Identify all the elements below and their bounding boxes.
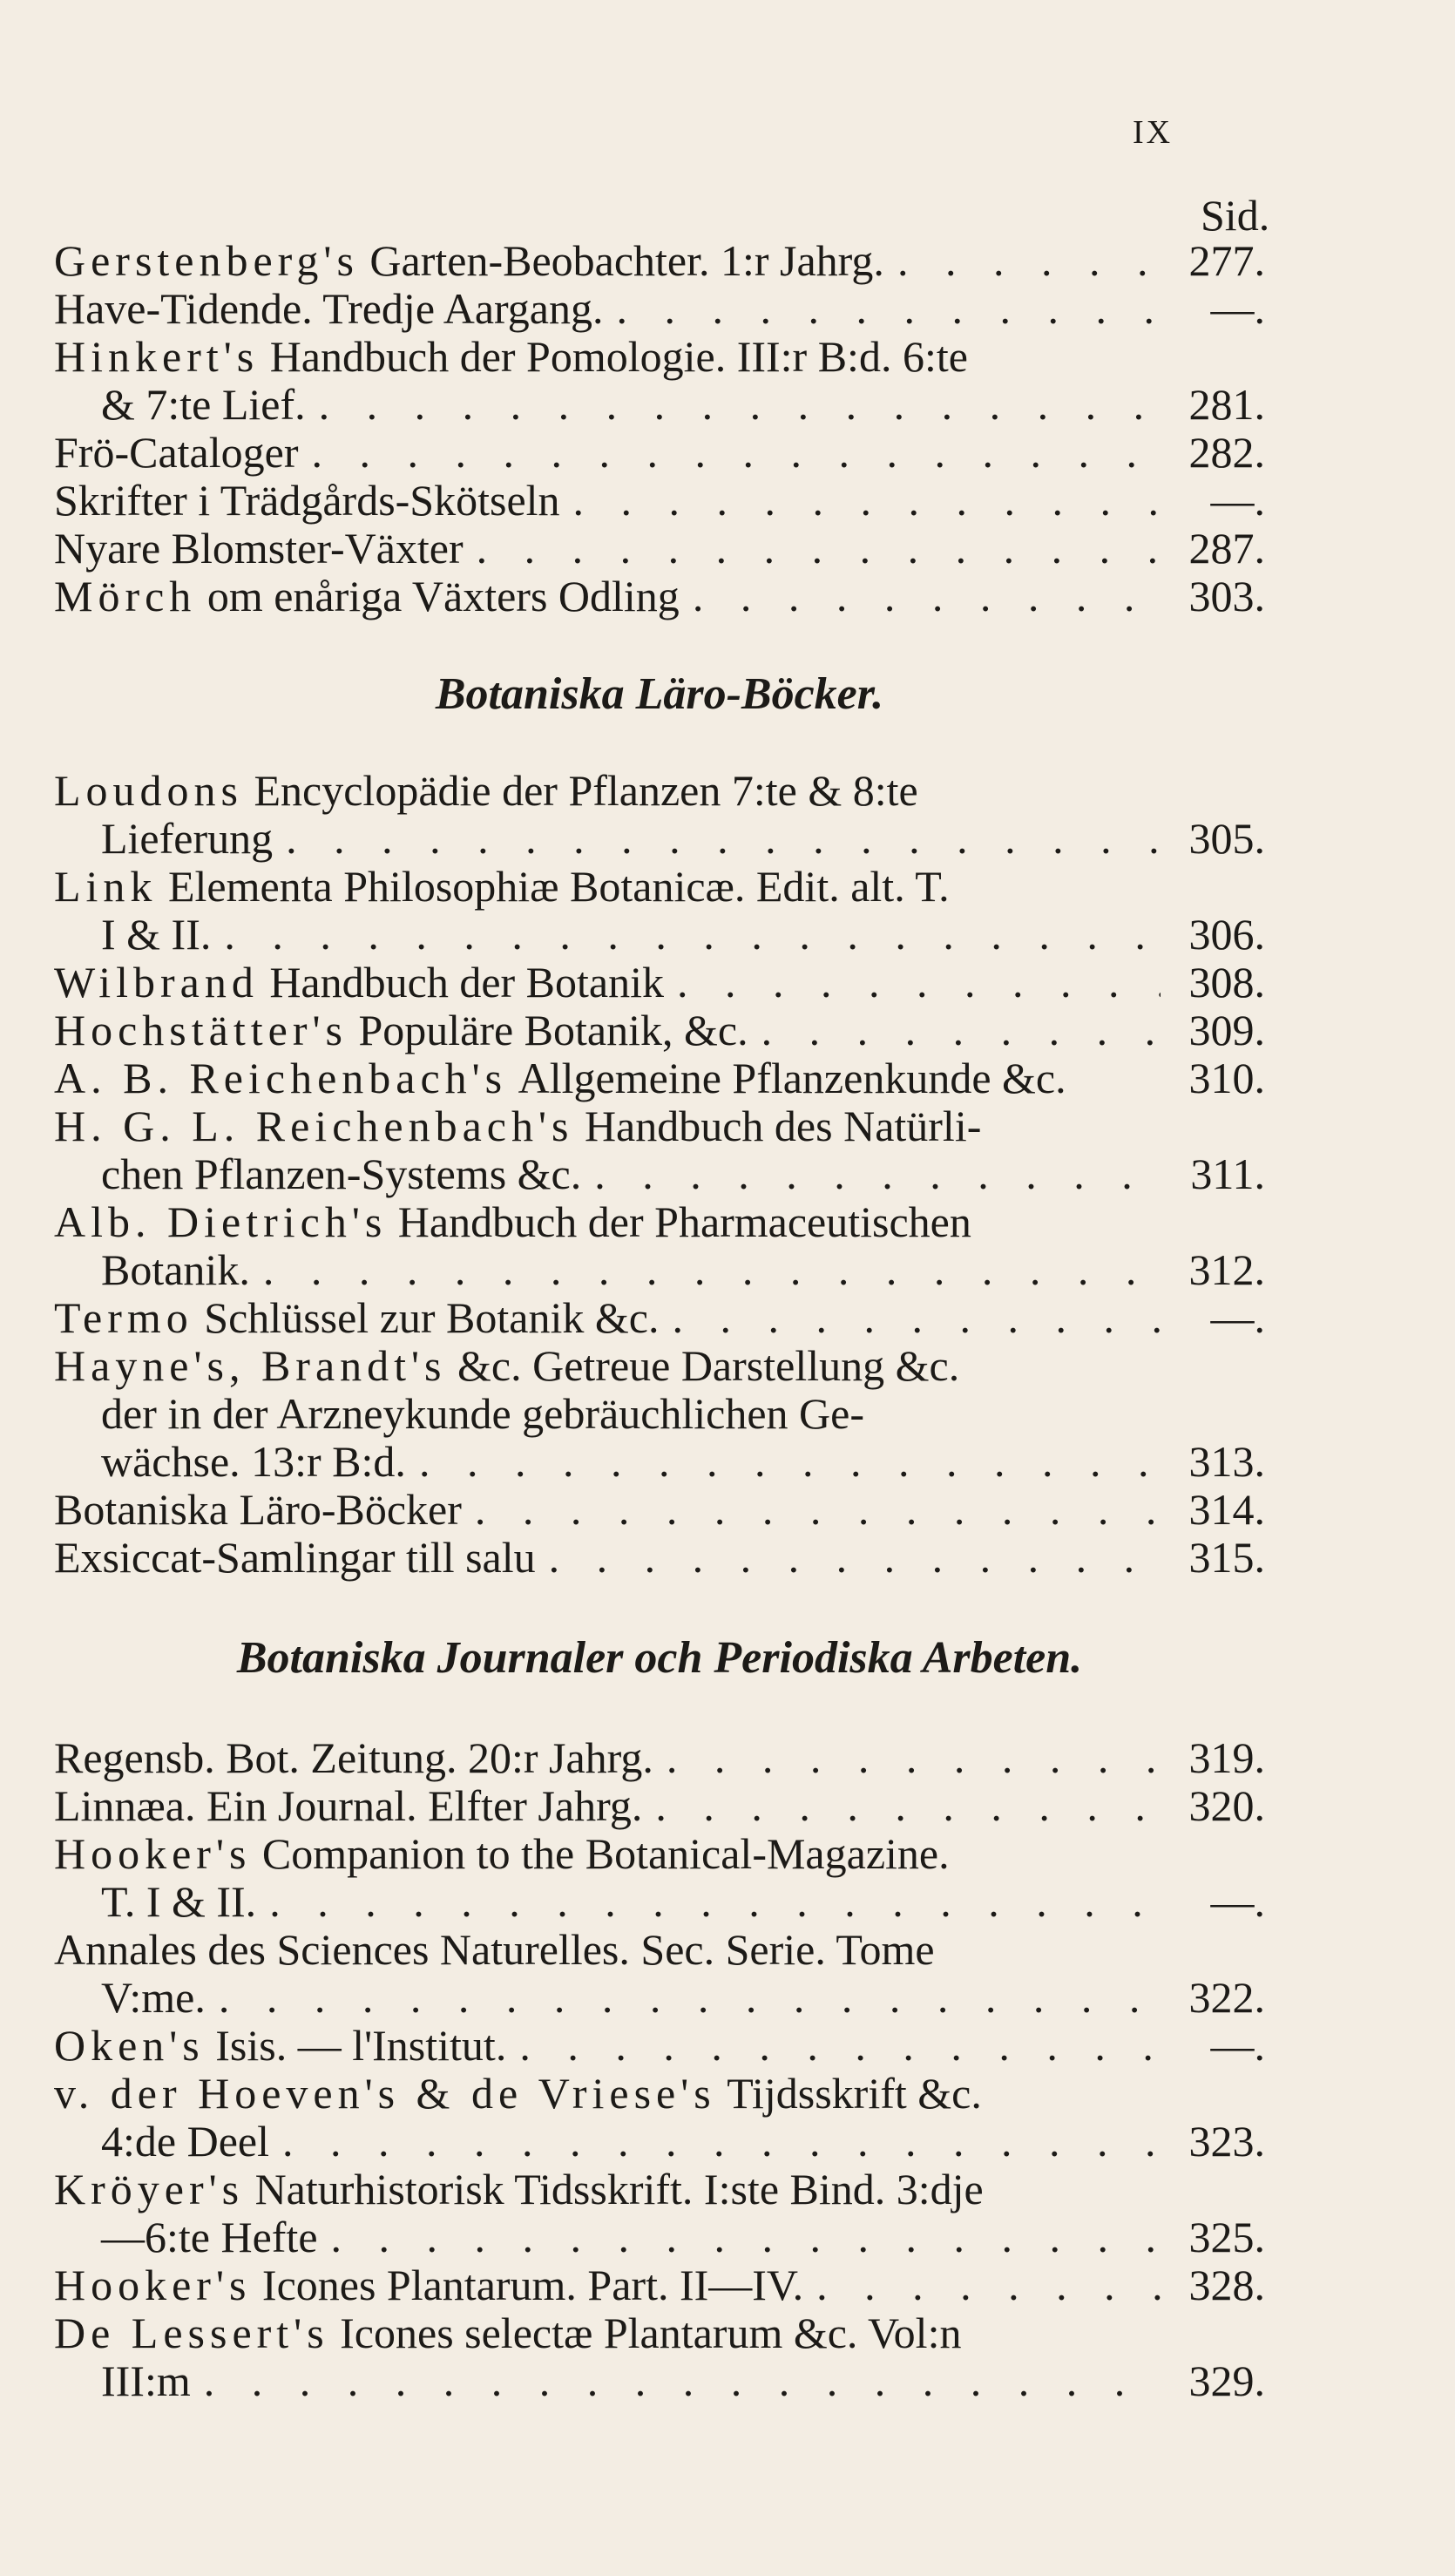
entry-title: Icones selectæ Plantarum &c. Vol:n — [340, 2308, 962, 2357]
toc-line — [54, 815, 1265, 863]
author-name: A. B. Reichenbach's — [54, 1054, 508, 1102]
entry-title: 4:de Deel — [101, 2117, 269, 2166]
entry-title: —6:te Hefte — [101, 2213, 318, 2261]
dot-leader — [659, 1294, 1161, 1342]
author-name: Hooker's — [54, 1829, 252, 1878]
page-ref: 306. — [1188, 910, 1265, 959]
entry-title: Naturhistorisk Tidsskrift. I:ste Bind. 3:dje — [254, 2165, 984, 2213]
author-name: Link — [54, 862, 158, 911]
entry-title: Botaniska Läro-Böcker — [54, 1485, 462, 1534]
entry-title: Populäre Botanik, &c. — [358, 1006, 748, 1054]
section-heading: Botaniska Journaler och Periodiska Arbeten. — [236, 1633, 1083, 1683]
entry-title: Isis. — l'Institut. — [215, 2021, 507, 2070]
dot-leader — [884, 237, 1161, 285]
entry-title: &c. Getreue Darstellung &c. — [457, 1341, 960, 1390]
entry-title: Linnæa. Ein Journal. Elfter Jahrg. — [54, 1781, 643, 1830]
toc-line — [54, 863, 1265, 911]
entry-title: Frö-Cataloger — [54, 428, 299, 477]
author-name: Loudons — [54, 766, 243, 815]
dot-leader — [581, 1150, 1161, 1198]
toc-line — [54, 285, 1265, 333]
dot-leader — [306, 381, 1161, 429]
entry-title: Tijdsskrift &c. — [727, 2069, 982, 2118]
dot-leader — [269, 2118, 1161, 2166]
entry-title: Lieferung — [101, 814, 274, 863]
entry-title: Icones Plantarum. Part. II—IV. — [261, 2261, 804, 2309]
page-ref: 281. — [1188, 380, 1265, 429]
page-ref: 277. — [1188, 236, 1265, 285]
author-name: Wilbrand — [54, 958, 259, 1007]
entry-title: Nyare Blomster-Växter — [54, 524, 464, 573]
page-ref: 320. — [1188, 1781, 1265, 1830]
page-ref: 329. — [1188, 2356, 1265, 2405]
dot-leader — [462, 1486, 1161, 1534]
dot-leader — [273, 815, 1161, 863]
dot-leader — [464, 525, 1161, 573]
dot-leader — [664, 959, 1161, 1007]
toc-line — [54, 1342, 1265, 1390]
dot-leader — [560, 477, 1161, 525]
entry-title: I & II. — [101, 910, 212, 959]
toc-line — [54, 1007, 1265, 1054]
entry-title: Exsiccat-Samlingar till salu — [54, 1533, 536, 1582]
toc-line — [54, 2309, 1265, 2357]
author-name: Alb. Dietrich's — [54, 1197, 388, 1246]
toc-line — [54, 2166, 1265, 2213]
page-ref: 305. — [1188, 814, 1265, 863]
page-ref: 319. — [1188, 1733, 1265, 1782]
page-ref: 322. — [1188, 1973, 1265, 2022]
dot-leader — [298, 429, 1161, 477]
entry-title: om enåriga Växters Odling — [206, 572, 680, 620]
toc-line — [54, 1830, 1265, 1878]
dot-leader — [803, 2261, 1161, 2309]
page-ref: 310. — [1188, 1054, 1265, 1102]
page-ref: 323. — [1188, 2117, 1265, 2166]
dot-leader — [748, 1007, 1161, 1054]
page-ref: 282. — [1188, 428, 1265, 477]
toc-line — [54, 767, 1265, 815]
toc-line — [54, 911, 1265, 959]
author-name: De Lessert's — [54, 2308, 329, 2357]
page-ref: 325. — [1188, 2213, 1265, 2261]
entry-title: Handbuch der Botanik — [269, 958, 664, 1007]
toc-line — [54, 333, 1265, 381]
toc-line — [54, 2022, 1265, 2070]
dot-leader — [206, 1974, 1161, 2022]
page-ref: 314. — [1188, 1485, 1265, 1534]
entry-title: Allgemeine Pflanzenkunde &c. — [518, 1054, 1066, 1102]
toc-line — [54, 1974, 1265, 2022]
entry-title: Companion to the Botanical-Magazine. — [261, 1829, 950, 1878]
page-ref: —. — [1210, 284, 1265, 333]
toc-line — [54, 1926, 1265, 1974]
entry-title: V:me. — [101, 1973, 206, 2022]
toc-line — [54, 477, 1265, 525]
dot-leader — [604, 285, 1161, 333]
entry-title: Encyclopädie der Pflanzen 7:te & 8:te — [254, 766, 918, 815]
toc-line — [54, 1486, 1265, 1534]
toc-line — [54, 1246, 1265, 1294]
toc-line — [54, 1198, 1265, 1246]
page-ref: 303. — [1188, 572, 1265, 620]
dot-leader — [318, 2213, 1161, 2261]
toc-line — [54, 2213, 1265, 2261]
entry-title: wächse. 13:r B:d. — [101, 1437, 406, 1486]
entry-title: III:m — [101, 2356, 191, 2405]
page-ref: 313. — [1188, 1437, 1265, 1486]
page-ref: —. — [1210, 1877, 1265, 1926]
toc-line — [54, 525, 1265, 573]
dot-leader — [680, 573, 1161, 620]
dot-leader — [256, 1878, 1161, 1926]
entry-title: der in der Arzneykunde gebräuchlichen Ge- — [101, 1389, 865, 1438]
dot-leader — [506, 2022, 1161, 2070]
dot-leader — [211, 911, 1161, 959]
toc-line — [54, 1534, 1265, 1582]
dot-leader — [653, 1734, 1161, 1782]
toc-line — [54, 2118, 1265, 2166]
page-ref: 311. — [1190, 1149, 1265, 1198]
toc-line — [54, 1294, 1265, 1342]
entry-title: Handbuch der Pomologie. III:r B:d. 6:te — [269, 332, 968, 381]
author-name: Hochstätter's — [54, 1006, 348, 1054]
toc-line — [54, 429, 1265, 477]
page-ref: —. — [1210, 1293, 1265, 1342]
entry-title: Botanik. — [101, 1245, 250, 1294]
page-ref: —. — [1210, 476, 1265, 525]
toc-line — [54, 381, 1265, 429]
page-ref: 315. — [1188, 1533, 1265, 1582]
toc-line — [54, 1150, 1265, 1198]
page-ref: —. — [1210, 2021, 1265, 2070]
toc-line — [54, 1102, 1265, 1150]
entry-title: Elementa Philosophiæ Botanicæ. Edit. alt. T. — [167, 862, 950, 911]
entry-title: Regensb. Bot. Zeitung. 20:r Jahrg. — [54, 1733, 653, 1782]
toc-line — [54, 1390, 1265, 1438]
dot-leader — [250, 1246, 1161, 1294]
author-name: v. der Hoeven's & de Vriese's — [54, 2069, 716, 2118]
toc-line — [54, 2070, 1265, 2118]
entry-title: Skrifter i Trädgårds-Skötseln — [54, 476, 560, 525]
entry-title: chen Pflanzen-Systems &c. — [101, 1149, 582, 1198]
dot-leader — [642, 1782, 1161, 1830]
page-ref: 309. — [1188, 1006, 1265, 1054]
entry-title: Garten-Beobachter. 1:r Jahrg. — [369, 236, 884, 285]
dot-leader — [191, 2357, 1161, 2405]
author-name: Hayne's, Brandt's — [54, 1341, 447, 1390]
dot-leader — [536, 1534, 1161, 1582]
toc-line — [54, 237, 1265, 285]
page-ref: 287. — [1188, 524, 1265, 573]
toc-line — [54, 2357, 1265, 2405]
entry-title: & 7:te Lief. — [101, 380, 306, 429]
table-of-contents — [54, 237, 1265, 2405]
author-name: Mörch — [54, 572, 197, 620]
author-name: Oken's — [54, 2021, 205, 2070]
toc-line — [54, 1734, 1265, 1782]
toc-line — [54, 1054, 1265, 1102]
dot-leader — [406, 1438, 1161, 1486]
entry-title: T. I & II. — [101, 1877, 257, 1926]
entry-title: Schlüssel zur Botanik &c. — [204, 1293, 660, 1342]
toc-line — [54, 959, 1265, 1007]
author-name: Gerstenberg's — [54, 236, 359, 285]
author-name: Hinkert's — [54, 332, 260, 381]
toc-line — [54, 1878, 1265, 1926]
author-name: Hooker's — [54, 2261, 252, 2309]
entry-title: Handbuch der Pharmaceutischen — [397, 1197, 971, 1246]
toc-line — [54, 2261, 1265, 2309]
author-name: Termo — [54, 1293, 193, 1342]
toc-line — [54, 573, 1265, 620]
toc-line — [54, 1782, 1265, 1830]
page-ref: 308. — [1188, 958, 1265, 1007]
entry-title: Handbuch des Natürli- — [584, 1102, 982, 1150]
entry-title: Have-Tidende. Tredje Aargang. — [54, 284, 604, 333]
toc-line — [54, 1438, 1265, 1486]
page-column-header: Sid. — [1201, 191, 1270, 240]
entry-title: Annales des Sciences Naturelles. Sec. Serie. Tome — [54, 1925, 935, 1974]
author-name: H. G. L. Reichenbach's — [54, 1102, 574, 1150]
page-number: IX — [1133, 114, 1174, 151]
page-ref: 328. — [1188, 2261, 1265, 2309]
page-ref: 312. — [1188, 1245, 1265, 1294]
author-name: Kröyer's — [54, 2165, 245, 2213]
section-heading: Botaniska Läro-Böcker. — [435, 668, 884, 719]
